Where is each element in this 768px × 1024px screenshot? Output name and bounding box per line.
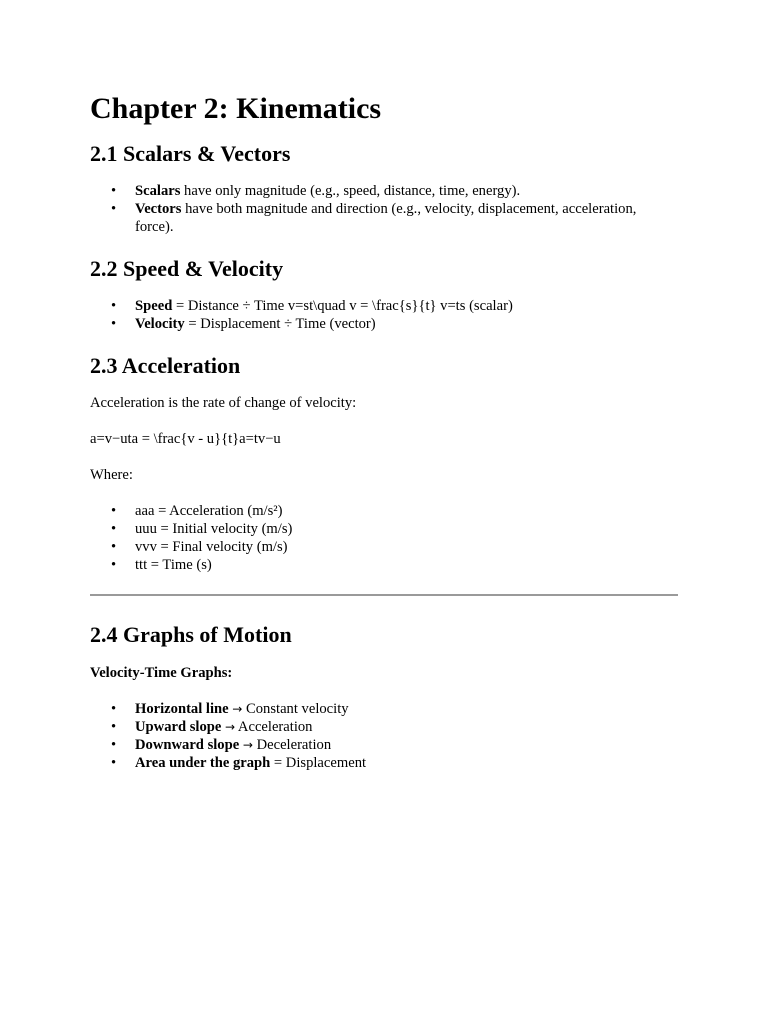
definition: = Displacement ÷ Time (vector) [184,316,376,333]
acceleration-formula: a=v−uta = \frac{v - u}{t}a=tv−u [90,431,281,448]
section-heading-graphs-of-motion: 2.4 Graphs of Motion [90,622,292,648]
term: Velocity [135,316,185,333]
section-heading-speed-velocity: 2.2 Speed & Velocity [90,255,284,281]
list-item [135,315,678,333]
list-item [135,754,678,772]
term: Horizontal line [135,700,229,717]
definition: Acceleration [235,718,313,735]
subheading-text: Velocity-Time Graphs: [90,664,233,681]
list-item [135,736,678,754]
definition: have both magnitude and direction (e.g., velocity, displacement, acceleration, force). [135,200,637,235]
definition: Deceleration [252,736,332,753]
speed-velocity-list [90,297,678,333]
term: Speed [135,298,173,315]
right-arrow-icon: → [225,719,236,734]
term: Area under the graph [135,754,271,771]
definition: have only magnitude (e.g., speed, distance, time, energy). [180,182,521,199]
term: Vectors [135,200,182,217]
list-item: • ttt = Time (s) [135,556,678,574]
scalars-vectors-list [90,182,678,236]
right-arrow-icon: → [242,737,253,752]
definition: Constant velocity [242,700,349,717]
term: Upward slope [135,718,222,735]
list-item: • vvv = Final velocity (m/s) [135,538,678,556]
list-item [135,182,678,200]
list-item [135,700,678,718]
list-item [135,297,678,315]
section-heading-scalars-vectors: 2.1 Scalars & Vectors [90,140,291,166]
velocity-time-subheading [90,664,678,682]
list-item [135,200,678,236]
graphs-list [90,700,678,772]
chapter-title: Chapter 2: Kinematics [90,92,382,125]
definition: = Distance ÷ Time v=st\quad v = \frac{s}{t} v=ts (scalar) [172,298,513,315]
definition: = Displacement [270,754,367,771]
where-label: Where: [90,467,133,484]
variables-list [90,502,678,574]
list-item [135,718,678,736]
acceleration-intro: Acceleration is the rate of change of velocity: [90,395,357,412]
term: Scalars [135,182,181,199]
right-arrow-icon: → [232,701,243,716]
horizontal-divider [90,594,678,596]
term: Downward slope [135,736,240,753]
list-item: • uuu = Initial velocity (m/s) [135,520,678,538]
section-heading-acceleration: 2.3 Acceleration [90,353,241,379]
list-item: • aaa = Acceleration (m/s²) [135,502,678,520]
